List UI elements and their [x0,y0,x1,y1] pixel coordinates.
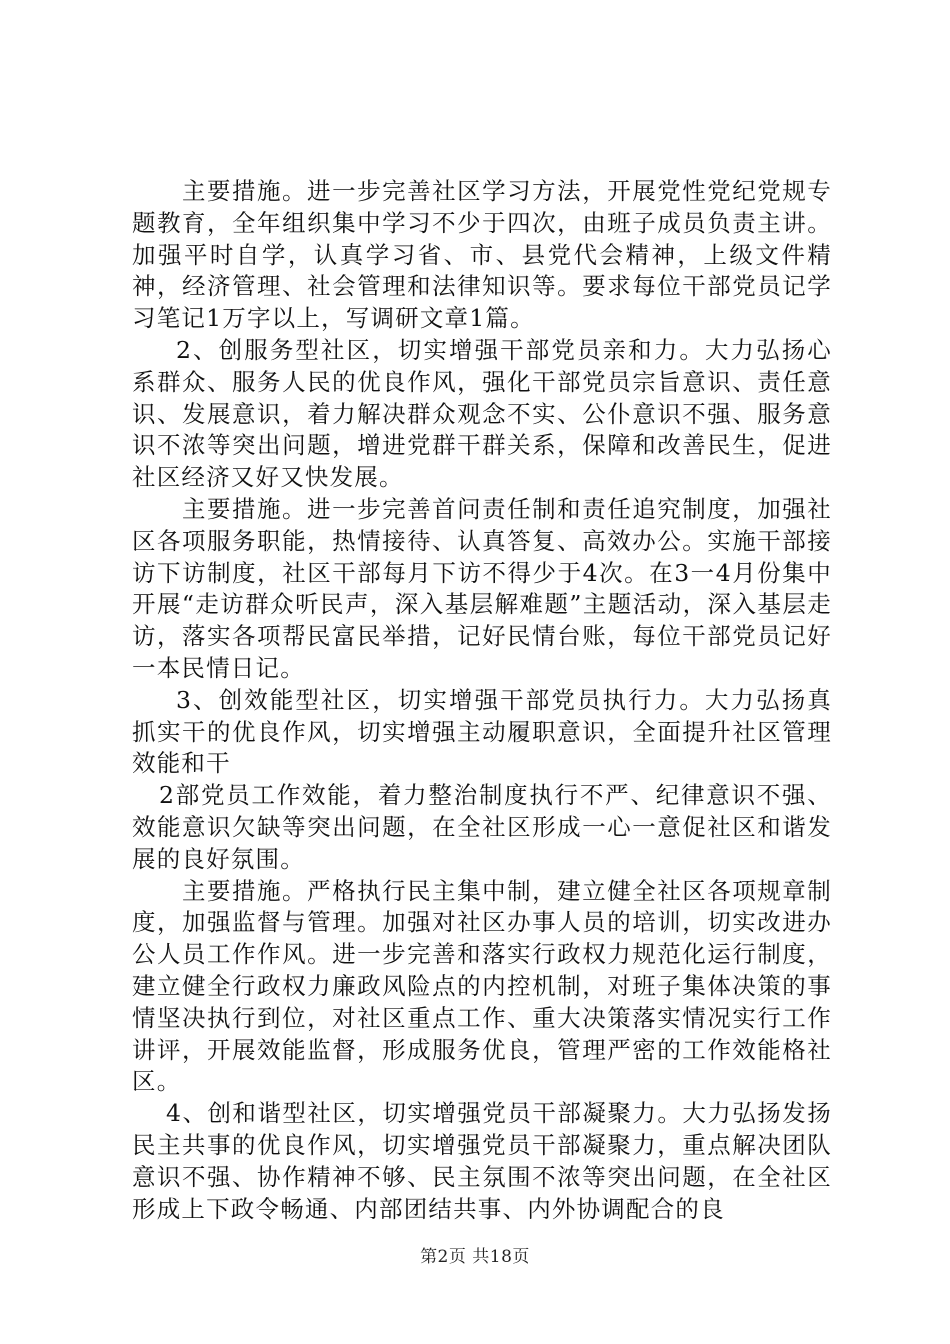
page-footer: 第2页 共18页 [420,1247,530,1267]
paragraph-harmony-community: 4、创和谐型社区，切实增强党员干部凝聚力。大力弘扬发扬民主共事的优良作风，切实增强党员干部凝聚力，重点解决团队意识不强、协作精神不够、民主氛围不浓等突出问题，在全社区形成上下政令畅通、内部团结共事、内外协调配合的良 [132,1099,832,1223]
paragraph-service-measures: 主要措施。进一步完善首问责任制和责任追究制度，加强社区各项服务职能，热情接待、认真答复、高效办公。实施干部接访下访制度，社区干部每月下访不得少于4次。在3一4月份集中开展“走访群众听民声，深入基层解难题”主题活动，深入基层走访，落实各项帮民富民举措，记好民情台账，每位干部党员记好一本民情日记。 [132,494,832,682]
paragraph-efficiency-community: 3、创效能型社区，切实增强干部党员执行力。大力弘扬真抓实干的优良作风，切实增强主动履职意识，全面提升社区管理效能和干 [132,685,832,778]
paragraph-efficiency-measures: 主要措施。严格执行民主集中制，建立健全社区各项规章制度，加强监督与管理。加强对社区办事人员的培训，切实改进办公人员工作作风。进一步完善和落实行政权力规范化运行制度，建立健全行政权力廉政风险点的内控机制，对班子集体决策的事情坚决执行到位，对社区重点工作、重大决策落实情况实行工作讲评，开展效能监督，形成服务优良，管理严密的工作效能格社区。 [132,876,832,1096]
paragraph-study-measures: 主要措施。进一步完善社区学习方法，开展党性党纪党规专题教育，全年组织集中学习不少于四次，由班子成员负责主讲。加强平时自学，认真学习省、市、县党代会精神，上级文件精神，经济管理、社会管理和法律知识等。要求每位干部党员记学习笔记1万字以上，写调研文章1篇。 [132,177,832,333]
paragraph-efficiency-continued: 2部党员工作效能，着力整治制度执行不严、纪律意识不强、效能意识欠缺等突出问题，在全社区形成一心一意促社区和谐发展的良好氛围。 [132,781,832,873]
paragraph-service-community: 2、创服务型社区，切实增强干部党员亲和力。大力弘扬心系群众、服务人民的优良作风，强化干部党员宗旨意识、责任意识、发展意识，着力解决群众观念不实、公仆意识不强、服务意识不浓等突出问题，增进党群干群关系，保障和改善民生，促进社区经济又好又快发展。 [132,335,832,492]
body-text [132,176,832,1225]
